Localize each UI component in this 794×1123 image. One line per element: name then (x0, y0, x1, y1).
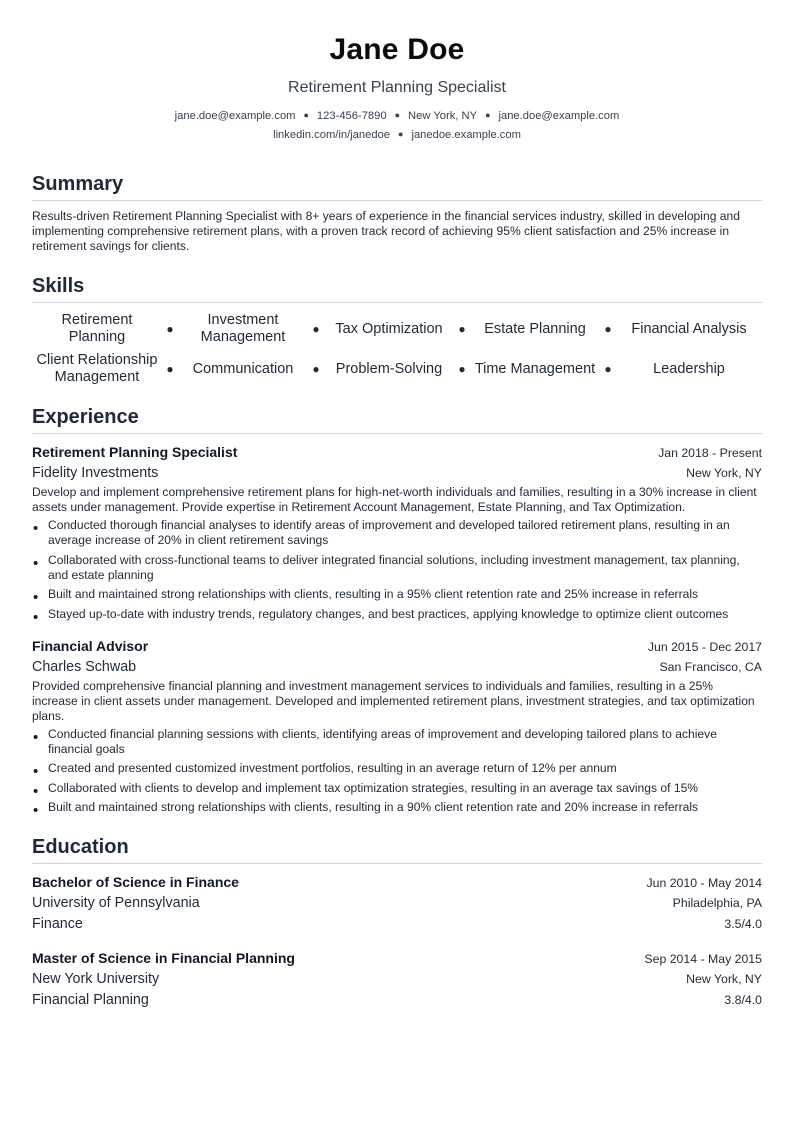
edu-gpa: 3.5/4.0 (724, 917, 762, 931)
job-bullets (32, 518, 762, 622)
skill-item: Problem-Solving (335, 360, 443, 377)
edu-field: Financial Planning (32, 992, 149, 1008)
experience-entry (32, 442, 762, 622)
job-role: Financial Advisor (32, 637, 149, 654)
education-entry (32, 948, 762, 1011)
bullet-icon: ● (604, 322, 612, 336)
list-item: • Conducted financial planning sessions with clients, identifying areas of improvement and developing tailored plans to achieve financial goals (32, 727, 762, 757)
experience-heading: Experience (32, 405, 762, 434)
bullet-icon: ● (166, 322, 174, 336)
experience-entry (32, 636, 762, 816)
bullet-icon: ● (312, 362, 320, 376)
education-entry (32, 872, 762, 935)
bullet-icon: ● (166, 362, 174, 376)
education-heading: Education (32, 835, 762, 864)
skills-heading: Skills (32, 274, 762, 303)
contact-email-secondary[interactable]: jane.doe@example.com (498, 110, 620, 122)
edu-gpa: 3.8/4.0 (724, 993, 762, 1007)
bullet-icon: ● (312, 322, 320, 336)
summary-heading: Summary (32, 172, 762, 201)
job-role: Retirement Planning Specialist (32, 444, 238, 460)
contact-line-2 (32, 125, 762, 144)
job-description: Develop and implement comprehensive retirement plans for high-net-worth individuals and families, resulting in a 30% increase in client assets under management. Provide expertise in Retirement Account Management, Estate Planning, and Tax Optimization. (32, 485, 757, 514)
bullet-icon: ● (458, 322, 466, 336)
skills-grid (32, 311, 762, 387)
contact-website[interactable]: janedoe.example.com (411, 129, 521, 141)
skill-item: Retirement Planning (61, 312, 133, 345)
list-item: • Built and maintained strong relationships with clients, resulting in a 90% client retention rate and 20% increase in referrals (32, 800, 762, 815)
contact-location: New York, NY (408, 110, 478, 122)
summary-section (32, 172, 762, 254)
contact-linkedin[interactable]: linkedin.com/in/janedoe (273, 129, 391, 141)
skill-item: Communication (192, 360, 294, 377)
edu-location: New York, NY (686, 972, 762, 986)
skill-item: Leadership (653, 360, 725, 377)
skill-item: Client Relationship Management (36, 352, 158, 385)
contact-phone[interactable]: 123-456-7890 (316, 110, 387, 122)
job-company: Fidelity Investments (32, 465, 159, 481)
edu-dates: Jun 2010 - May 2014 (646, 876, 762, 890)
skill-item: Time Management (474, 360, 596, 377)
separator-dot-icon: ● (394, 110, 401, 120)
contact-line-1 (32, 106, 762, 125)
summary-text: Results-driven Retirement Planning Specialist with 8+ years of experience in the financial services industry, skilled in developing and implementing comprehensive retirement plans, with a proven track record of achieving 95% client satisfaction and 25% increase in retirement savings for clients. (32, 209, 740, 253)
list-item: • Built and maintained strong relationships with clients, resulting in a 95% client retention rate and 25% increase in referrals (32, 587, 762, 602)
bullet-icon: ● (458, 362, 466, 376)
edu-dates: Sep 2014 - May 2015 (644, 952, 762, 966)
job-dates: Jun 2015 - Dec 2017 (647, 639, 762, 654)
edu-field: Finance (32, 916, 83, 932)
list-item: • Created and presented customized investment portfolios, resulting in an average return of 12% per annum (32, 761, 762, 776)
edu-school: University of Pennsylvania (32, 895, 200, 911)
list-item: • Stayed up-to-date with industry trends, regulatory changes, and best practices, applying knowledge to optimize client outcomes (32, 607, 762, 622)
job-location: New York, NY (686, 466, 762, 480)
skills-section (32, 274, 762, 387)
job-location: San Francisco, CA (659, 659, 762, 674)
candidate-title: Retirement Planning Specialist (288, 79, 506, 96)
list-item: • Collaborated with cross-functional teams to deliver integrated financial solutions, including investment management, tax planning, and estate planning (32, 553, 762, 583)
resume-page (32, 0, 762, 1011)
job-bullets (32, 727, 762, 816)
skill-item: Investment Management (200, 312, 286, 345)
job-description: Provided comprehensive financial planning and investment management services to individuals and families, resulting in a 25% increase in client assets under management. Developed and implemented retirement plans, investment strategies, and tax optimization plans. (32, 678, 755, 723)
skill-item: Tax Optimization (335, 320, 443, 337)
contact-email[interactable]: jane.doe@example.com (174, 110, 296, 122)
candidate-name: Jane Doe (329, 33, 465, 66)
resume-header (32, 0, 762, 144)
separator-dot-icon: ● (303, 110, 309, 120)
education-section (32, 835, 762, 1011)
experience-section (32, 405, 762, 815)
bullet-icon: ● (604, 362, 612, 376)
skill-item: Financial Analysis (631, 320, 747, 337)
edu-location: Philadelphia, PA (672, 896, 762, 910)
edu-degree: Master of Science in Financial Planning (32, 950, 295, 966)
job-dates: Jan 2018 - Present (658, 446, 762, 460)
job-company: Charles Schwab (32, 658, 137, 675)
separator-dot-icon: ● (398, 129, 404, 139)
edu-degree: Bachelor of Science in Finance (32, 874, 239, 890)
separator-dot-icon: ● (485, 110, 491, 120)
edu-school: New York University (32, 971, 160, 987)
list-item: • Conducted thorough financial analyses to identify areas of improvement and developed tailored retirement plans, resulting in an average increase of 20% in client retirement savings (32, 518, 762, 548)
skill-item: Estate Planning (484, 320, 586, 337)
list-item: • Collaborated with clients to develop and implement tax optimization strategies, resulting in an average tax savings of 15% (32, 781, 762, 796)
